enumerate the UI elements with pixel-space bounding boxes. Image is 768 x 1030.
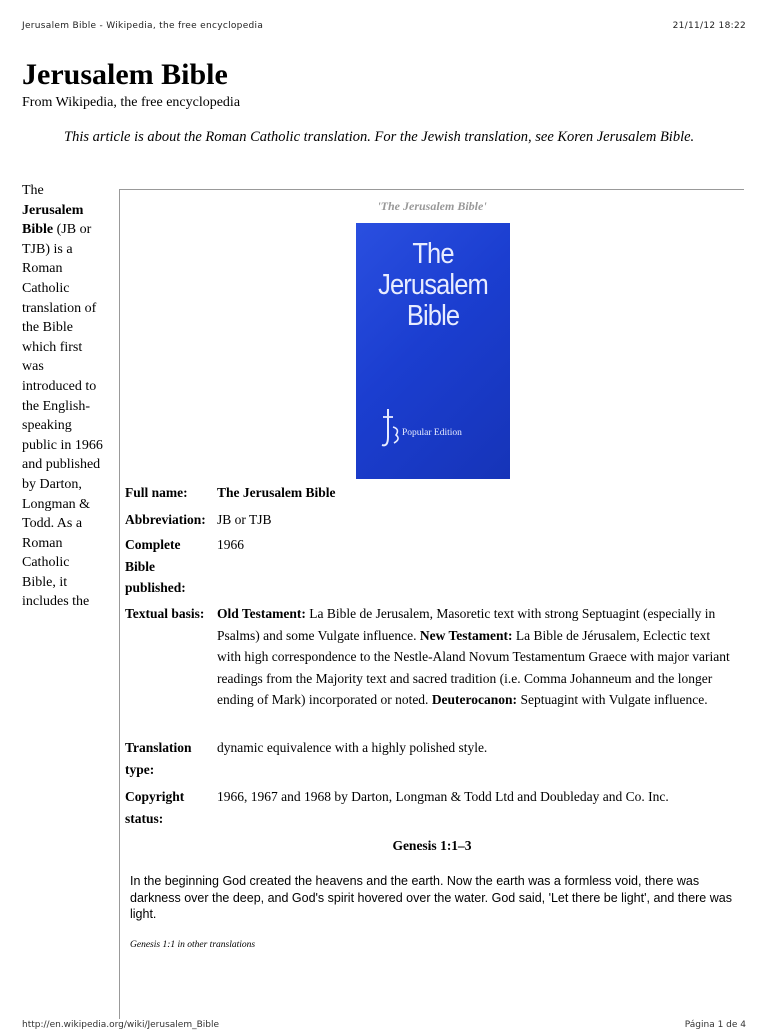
print-header-datetime: 21/11/12 18:22 xyxy=(672,21,746,31)
row-label: Translation type: xyxy=(125,740,192,777)
row-label: Abbreviation: xyxy=(125,512,206,527)
cover-title xyxy=(365,239,501,332)
jb-logo-icon xyxy=(380,407,402,451)
hatnote: This article is about the Roman Catholic translation. For the Jewish translation, see Koren Jerusalem Bible. xyxy=(64,129,695,145)
ot-label: Old Testament: xyxy=(217,606,306,621)
row-label: Full name: xyxy=(125,485,188,500)
row-value: JB or TJB xyxy=(217,512,272,527)
lead-text-start: The xyxy=(22,183,44,198)
row-value xyxy=(217,603,737,711)
dc-text: Septuagint with Vulgate influence. xyxy=(517,692,708,708)
row-label: Complete Bible published: xyxy=(125,537,186,596)
page-subtitle: From Wikipedia, the free encyclopedia xyxy=(22,95,241,110)
cover-title-line-2: Jerusalem xyxy=(378,269,488,301)
page-title: Jerusalem Bible xyxy=(22,58,228,91)
footer-url: http://en.wikipedia.org/wiki/Jerusalem_Bible xyxy=(22,1020,220,1030)
genesis-quote: In the beginning God created the heavens and the earth. Now the earth was a formless void, there was darkness over the deep, and God's spirit hovered over the water. God said, 'Let there be light', and there was light. xyxy=(130,874,732,921)
cover-title-line-1: The xyxy=(412,238,454,270)
cover-title-line-3: Bible xyxy=(406,300,460,332)
ot-text: La Bible de Jerusalem, Masoretic text with strong Septuagint (especially in Psalms) and some Vulgate influence. xyxy=(217,606,716,643)
row-label: Textual basis: xyxy=(125,606,205,621)
row-label: Copyright status: xyxy=(125,789,185,826)
row-value: dynamic equivalence with a highly polished style. xyxy=(217,740,488,755)
lead-bold-term: Jerusalem Bible xyxy=(22,202,84,238)
infobox xyxy=(119,189,744,1019)
lead-text-rest: (JB or TJB) is a Roman Catholic translation of the Bible which first was introduced to the English-speaking public in 1966 and published by Darton, Longman & Todd. As a Roman Catholic Bible, it includes the xyxy=(22,222,103,610)
nt-text: La Bible de Jérusalem, Eclectic text with high correspondence to the Nestle-Aland Novum Testamentum Graece with major variant readings from the Majority text and sacred tradition (i.e. Comma Johanneum and the longer ending of Mark) incorporated or noted. xyxy=(217,627,730,708)
genesis-heading: Genesis 1:1–3 xyxy=(392,838,472,853)
footer-page-number: Página 1 de 4 xyxy=(684,1020,746,1030)
dc-label: Deuterocanon: xyxy=(431,692,518,708)
nt-label: New Testament: xyxy=(419,627,513,643)
cover-edition-label: Popular Edition xyxy=(402,428,462,438)
print-header-title: Jerusalem Bible - Wikipedia, the free encyclopedia xyxy=(22,21,264,31)
infobox-caption: 'The Jerusalem Bible' xyxy=(377,199,487,213)
lead-paragraph xyxy=(22,181,104,612)
print-header xyxy=(22,21,746,35)
book-cover-image xyxy=(356,223,510,479)
row-value: 1966 xyxy=(217,537,244,552)
genesis-translations-link[interactable]: Genesis 1:1 in other translations xyxy=(130,940,256,950)
row-value: 1966, 1967 and 1968 by Darton, Longman & Todd Ltd and Doubleday and Co. Inc. xyxy=(217,789,669,804)
row-value: The Jerusalem Bible xyxy=(217,485,336,500)
